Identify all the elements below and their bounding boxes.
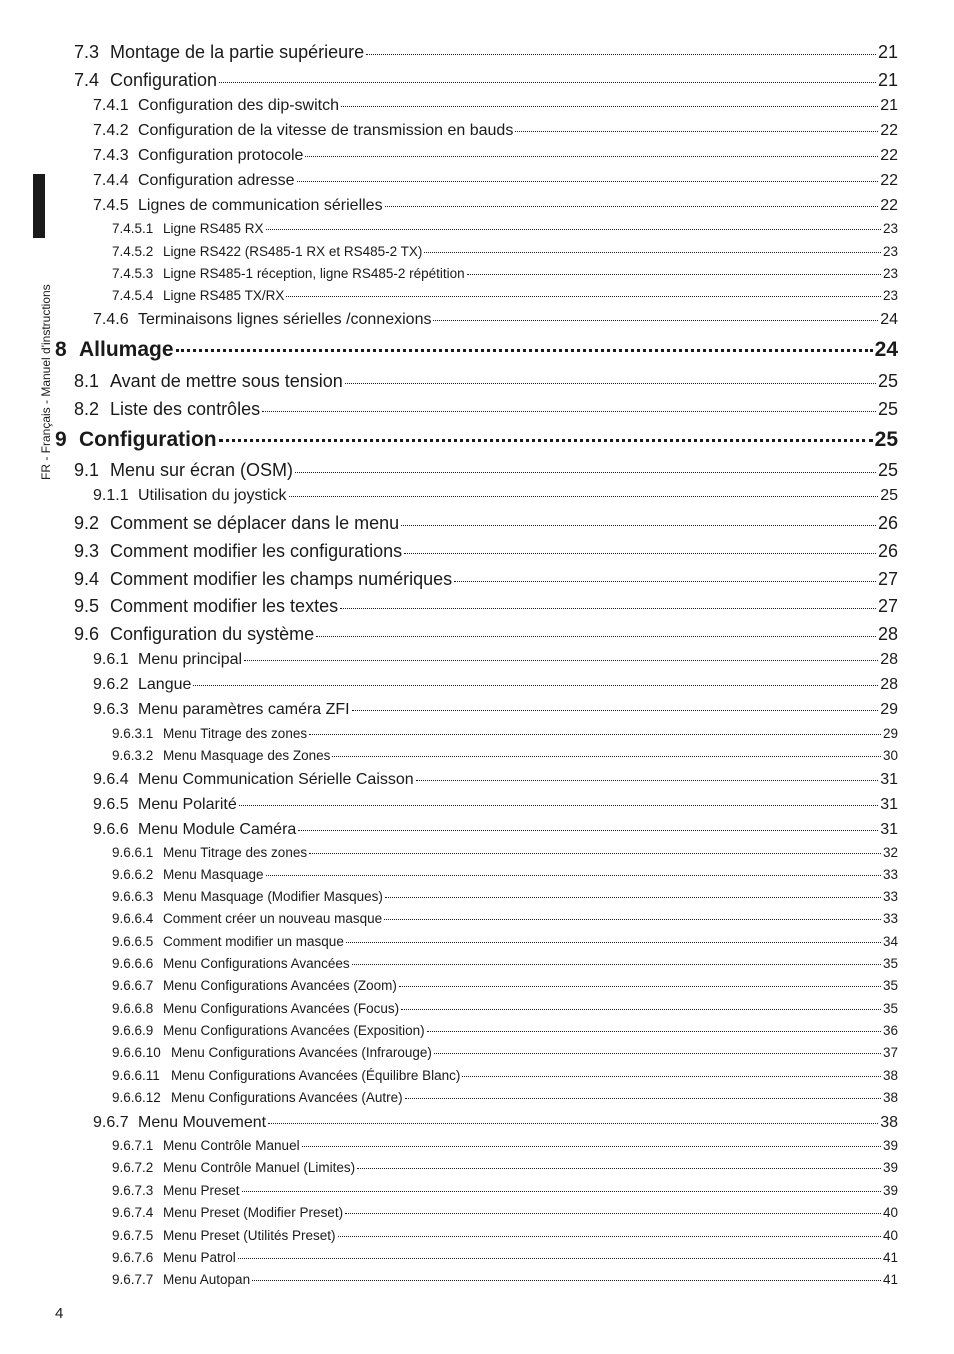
toc-entry-number: 9.6	[74, 624, 100, 644]
toc-entry-title: Menu Patrol	[163, 1250, 236, 1265]
toc-entry-number: 9.6.6.3	[112, 889, 154, 904]
toc-entry[interactable]	[55, 338, 898, 362]
toc-entry-page: 25	[874, 428, 898, 451]
toc-entry-title: Menu Autopan	[163, 1272, 251, 1287]
toc-dot-leader	[399, 986, 881, 987]
toc-entry-number: 9.1.1	[93, 487, 129, 504]
toc-entry-title: Menu Communication Sérielle Caisson	[138, 771, 414, 788]
toc-entry-title: Menu Configurations Avancées (Focus)	[163, 1001, 400, 1016]
toc-entry-title: Configuration du système	[110, 624, 315, 644]
toc-entry-number: 9.6.6.11	[112, 1068, 160, 1083]
toc-dot-leader	[309, 734, 881, 735]
toc-entry-page: 31	[880, 771, 898, 788]
toc-dot-leader	[384, 919, 881, 920]
toc-dot-leader	[416, 780, 879, 781]
toc-entry-title: Menu Preset	[163, 1183, 240, 1198]
toc-entry[interactable]	[93, 197, 898, 215]
toc-entry-title: Configuration	[110, 70, 218, 90]
toc-entry-number: 9.6.6.9	[112, 1023, 154, 1038]
toc-entry-page: 33	[882, 911, 898, 926]
toc-entry-number: 7.4.6	[93, 311, 129, 328]
toc-dot-leader	[193, 685, 878, 686]
toc-entry-title: Menu Configurations Avancées (Exposition)	[163, 1023, 425, 1038]
toc-dot-leader	[467, 274, 881, 275]
toc-dot-leader	[515, 131, 878, 132]
toc-entry-page: 31	[880, 821, 898, 838]
toc-entry-number: 7.3	[74, 42, 100, 62]
toc-entry[interactable]	[93, 676, 898, 694]
toc-entry-page: 25	[880, 487, 898, 504]
toc-dot-leader	[262, 411, 876, 412]
toc-entry-page: 25	[877, 399, 898, 419]
toc-entry-title: Menu Masquage	[163, 867, 264, 882]
toc-entry-number: 8.1	[74, 371, 100, 391]
toc-entry-page: 23	[882, 244, 898, 259]
toc-entry-title: Menu Contrôle Manuel (Limites)	[163, 1160, 356, 1175]
toc-entry-page: 21	[880, 97, 898, 114]
toc-entry-number: 9.6.6.12	[112, 1090, 161, 1105]
toc-entry-page: 38	[882, 1068, 898, 1083]
toc-entry[interactable]	[112, 934, 898, 949]
toc-entry-number: 9.6.7.6	[112, 1250, 154, 1265]
toc-entry-title: Menu Configurations Avancées (Équilibre Blanc)	[171, 1068, 461, 1083]
toc-entry-page: 23	[882, 266, 898, 281]
toc-dot-leader	[297, 181, 879, 182]
toc-entry[interactable]	[112, 1160, 898, 1175]
toc-entry[interactable]	[112, 867, 898, 882]
toc-dot-leader	[341, 106, 878, 107]
side-label: FR - Français - Manuel d'instructions	[39, 284, 53, 480]
toc-entry[interactable]	[93, 172, 898, 190]
toc-entry-number: 7.4.3	[93, 147, 129, 164]
toc-dot-leader	[238, 1258, 881, 1259]
toc-entry-page: 24	[874, 338, 898, 361]
toc-dot-leader	[298, 830, 878, 831]
toc-entry-page: 40	[882, 1205, 898, 1220]
toc-dot-leader	[239, 805, 878, 806]
toc-entry-number: 9.6.6.4	[112, 911, 154, 926]
toc-entry-number: 9.6.7.4	[112, 1205, 154, 1220]
toc-entry-page: 38	[882, 1090, 898, 1105]
toc-entry[interactable]	[74, 541, 898, 562]
toc-entry[interactable]	[112, 1272, 898, 1287]
toc-entry-number: 9.4	[74, 569, 100, 589]
toc-dot-leader	[252, 1280, 881, 1281]
page-number: 4	[55, 1305, 64, 1322]
toc-entry-page: 40	[882, 1228, 898, 1243]
toc-dot-leader	[345, 383, 876, 384]
toc-entry-number: 8	[55, 338, 67, 361]
toc-entry-number: 9.2	[74, 513, 100, 533]
toc-entry-page: 33	[882, 889, 898, 904]
toc-dot-leader	[345, 1213, 881, 1214]
toc-entry-title: Configuration de la vitesse de transmission en bauds	[138, 122, 514, 139]
toc-entry[interactable]	[93, 651, 898, 669]
toc-entry-page: 41	[882, 1250, 898, 1265]
toc-entry-number: 7.4.5.3	[112, 266, 154, 281]
toc-entry-title: Lignes de communication sérielles	[138, 197, 383, 214]
toc-entry-page: 39	[882, 1138, 898, 1153]
toc-dot-leader	[295, 472, 876, 473]
toc-entry-number: 9.6.7.1	[112, 1138, 154, 1153]
toc-dot-leader	[357, 1168, 881, 1169]
toc-entry[interactable]	[74, 70, 898, 91]
toc-entry[interactable]	[93, 796, 898, 814]
toc-dot-leader	[302, 1146, 881, 1147]
toc-dot-leader	[352, 964, 881, 965]
toc-entry[interactable]	[112, 889, 898, 904]
toc-entry-number: 7.4.5	[93, 197, 129, 214]
toc-entry-title: Menu Titrage des zones	[163, 845, 308, 860]
toc-entry-number: 9.3	[74, 541, 100, 561]
toc-dot-leader	[176, 349, 873, 352]
toc-entry[interactable]	[93, 771, 898, 789]
toc-entry[interactable]	[93, 821, 898, 839]
toc-entry[interactable]	[74, 513, 898, 534]
toc-entry-page: 30	[882, 748, 898, 763]
toc-entry[interactable]	[93, 487, 898, 505]
toc-entry[interactable]	[112, 748, 898, 763]
toc-entry-title: Comment se déplacer dans le menu	[110, 513, 400, 533]
toc-entry-title: Menu Configurations Avancées	[163, 956, 350, 971]
toc-entry-title: Langue	[138, 676, 192, 693]
toc-entry[interactable]	[112, 1023, 898, 1038]
toc-entry[interactable]	[112, 221, 898, 236]
toc-dot-leader	[427, 1031, 881, 1032]
toc-entry-number: 9.6.3.1	[112, 726, 154, 741]
toc-entry-number: 9.6.4	[93, 771, 129, 788]
toc-entry-title: Comment modifier les champs numériques	[110, 569, 453, 589]
toc-entry-page: 35	[882, 978, 898, 993]
toc-entry[interactable]	[93, 97, 898, 115]
toc-entry[interactable]	[93, 1114, 898, 1132]
toc-entry-title: Menu Configurations Avancées (Zoom)	[163, 978, 397, 993]
toc-dot-leader	[401, 525, 876, 526]
toc-entry[interactable]	[112, 244, 898, 259]
toc-dot-leader	[242, 1191, 881, 1192]
toc-entry-title: Menu principal	[138, 651, 243, 668]
toc-entry-title: Avant de mettre sous tension	[110, 371, 343, 391]
toc-entry-page: 21	[877, 70, 898, 90]
toc-dot-leader	[462, 1076, 881, 1077]
toc-entry-page: 27	[877, 596, 898, 616]
toc-entry-number: 9.6.7.2	[112, 1160, 154, 1175]
toc-entry-title: Terminaisons lignes sérielles /connexions	[138, 311, 432, 328]
toc-entry-page: 25	[877, 460, 898, 480]
toc-dot-leader	[266, 229, 881, 230]
toc-entry-page: 34	[882, 934, 898, 949]
toc-entry-number: 9.6.2	[93, 676, 129, 693]
toc-entry-number: 9.6.6.5	[112, 934, 154, 949]
toc-entry[interactable]	[112, 1205, 898, 1220]
toc-dot-leader	[286, 296, 881, 297]
toc-entry[interactable]	[112, 1183, 898, 1198]
toc-dot-leader	[352, 710, 879, 711]
toc-entry-number: 9.6.6.6	[112, 956, 154, 971]
toc-entry[interactable]	[74, 460, 898, 481]
toc-dot-leader	[332, 756, 881, 757]
toc-entry-title: Menu Contrôle Manuel	[163, 1138, 300, 1153]
toc-entry-title: Menu Preset (Modifier Preset)	[163, 1205, 344, 1220]
toc-entry-page: 27	[877, 569, 898, 589]
toc-entry[interactable]	[74, 371, 898, 392]
toc-entry-page: 41	[882, 1272, 898, 1287]
toc-entry-page: 26	[877, 513, 898, 533]
toc-dot-leader	[316, 636, 876, 637]
toc-entry-number: 9.6.5	[93, 796, 129, 813]
toc-entry-page: 33	[882, 867, 898, 882]
toc-entry-title: Montage de la partie supérieure	[110, 42, 365, 62]
toc-dot-leader	[366, 54, 876, 55]
toc-entry-number: 9.6.6.1	[112, 845, 154, 860]
toc-dot-leader	[401, 1009, 881, 1010]
toc-dot-leader	[433, 320, 878, 321]
toc-dot-leader	[219, 439, 873, 442]
toc-entry-title: Comment modifier les configurations	[110, 541, 403, 561]
toc-dot-leader	[305, 156, 878, 157]
toc-entry-number: 9.6.6.2	[112, 867, 154, 882]
toc-dot-leader	[289, 496, 879, 497]
toc-entry[interactable]	[112, 1228, 898, 1243]
toc-entry-number: 7.4.1	[93, 97, 129, 114]
toc-entry-title: Menu paramètres caméra ZFI	[138, 701, 350, 718]
toc-entry-title: Ligne RS422 (RS485-1 RX et RS485-2 TX)	[163, 244, 423, 259]
toc-entry-number: 9.6.6	[93, 821, 129, 838]
toc-entry[interactable]	[112, 266, 898, 281]
toc-entry-page: 21	[877, 42, 898, 62]
toc-entry-number: 7.4	[74, 70, 100, 90]
toc-entry-number: 9.6.3	[93, 701, 129, 718]
side-tab-marker	[33, 174, 45, 238]
toc-entry-page: 22	[880, 147, 898, 164]
toc-entry-page: 32	[882, 845, 898, 860]
toc-entry[interactable]	[55, 428, 898, 452]
toc-dot-leader	[434, 1053, 881, 1054]
toc-entry-page: 38	[880, 1114, 898, 1131]
toc-entry-title: Ligne RS485-1 réception, ligne RS485-2 répétition	[163, 266, 465, 281]
toc-entry-title: Menu Masquage (Modifier Masques)	[163, 889, 383, 904]
toc-dot-leader	[338, 1236, 881, 1237]
toc-entry[interactable]	[112, 1068, 898, 1083]
toc-dot-leader	[454, 581, 876, 582]
toc-entry-page: 22	[880, 172, 898, 189]
toc-entry-number: 9.6.6.7	[112, 978, 154, 993]
toc-entry-page: 22	[880, 197, 898, 214]
toc-entry[interactable]	[93, 311, 898, 329]
toc-entry-title: Menu sur écran (OSM)	[110, 460, 294, 480]
toc-entry-title: Ligne RS485 TX/RX	[163, 288, 285, 303]
toc-entry-number: 7.4.5.2	[112, 244, 154, 259]
toc-entry-title: Allumage	[79, 338, 174, 361]
toc-entry-title: Menu Configurations Avancées (Infrarouge)	[171, 1045, 432, 1060]
toc-entry-title: Ligne RS485 RX	[163, 221, 264, 236]
toc-dot-leader	[266, 875, 881, 876]
toc-entry-page: 35	[882, 1001, 898, 1016]
toc-entry-number: 7.4.5.1	[112, 221, 154, 236]
toc-entry-number: 7.4.5.4	[112, 288, 154, 303]
toc-entry-page: 28	[880, 676, 898, 693]
toc-entry-number: 9.6.7.5	[112, 1228, 154, 1243]
toc-entry[interactable]	[112, 911, 898, 926]
toc-entry[interactable]	[112, 1045, 898, 1060]
toc-dot-leader	[340, 608, 876, 609]
toc-entry-page: 37	[882, 1045, 898, 1060]
toc-entry-title: Comment créer un nouveau masque	[163, 911, 383, 926]
toc-entry-page: 25	[877, 371, 898, 391]
toc-entry[interactable]	[74, 569, 898, 590]
toc-dot-leader	[424, 252, 881, 253]
toc-entry-number: 9.6.6.8	[112, 1001, 154, 1016]
toc-entry-number: 9	[55, 428, 67, 451]
toc-entry-page: 24	[880, 311, 898, 328]
toc-entry-title: Menu Polarité	[138, 796, 237, 813]
toc-entry[interactable]	[74, 399, 898, 420]
toc-entry-page: 28	[880, 651, 898, 668]
toc-entry-page: 28	[877, 624, 898, 644]
toc-dot-leader	[405, 1098, 881, 1099]
toc-entry-number: 9.6.1	[93, 651, 129, 668]
toc-entry-title: Utilisation du joystick	[138, 487, 287, 504]
toc-entry-title: Configuration des dip-switch	[138, 97, 339, 114]
toc-dot-leader	[244, 660, 878, 661]
toc-entry[interactable]	[112, 956, 898, 971]
toc-entry-title: Comment modifier les textes	[110, 596, 339, 616]
toc-entry[interactable]	[74, 42, 898, 63]
toc-entry-page: 39	[882, 1160, 898, 1175]
toc-entry[interactable]	[112, 1001, 898, 1016]
toc-dot-leader	[219, 82, 876, 83]
toc-entry-number: 7.4.2	[93, 122, 129, 139]
toc-entry[interactable]	[93, 147, 898, 165]
toc-entry-page: 22	[880, 122, 898, 139]
toc-entry-number: 9.6.6.10	[112, 1045, 161, 1060]
toc-entry-title: Menu Titrage des zones	[163, 726, 308, 741]
toc-dot-leader	[385, 897, 881, 898]
toc-entry-title: Liste des contrôles	[110, 399, 261, 419]
toc-entry[interactable]	[93, 122, 898, 140]
toc-entry[interactable]	[112, 288, 898, 303]
toc-entry[interactable]	[74, 596, 898, 617]
toc-entry-title: Menu Configurations Avancées (Autre)	[171, 1090, 403, 1105]
toc-entry-title: Menu Module Caméra	[138, 821, 297, 838]
toc-entry-page: 39	[882, 1183, 898, 1198]
toc-entry[interactable]	[112, 1138, 898, 1153]
toc-entry-title: Configuration adresse	[138, 172, 295, 189]
toc-entry-number: 9.6.3.2	[112, 748, 154, 763]
toc-entry-page: 26	[877, 541, 898, 561]
toc-entry-number: 9.6.7.3	[112, 1183, 154, 1198]
toc-entry-title: Menu Preset (Utilités Preset)	[163, 1228, 336, 1243]
toc-entry-title: Menu Mouvement	[138, 1114, 267, 1131]
toc-entry-page: 31	[880, 796, 898, 813]
toc-dot-leader	[309, 853, 881, 854]
toc-entry-number: 8.2	[74, 399, 100, 419]
toc-entry-title: Configuration protocole	[138, 147, 304, 164]
toc-entry-title: Comment modifier un masque	[163, 934, 344, 949]
toc-entry[interactable]	[93, 701, 898, 719]
toc-entry-number: 9.6.7.7	[112, 1272, 154, 1287]
toc-dot-leader	[385, 206, 879, 207]
toc-dot-leader	[346, 942, 881, 943]
toc-entry-page: 29	[880, 701, 898, 718]
toc-entry-number: 9.6.7	[93, 1114, 129, 1131]
toc-entry[interactable]	[112, 726, 898, 741]
toc-entry-number: 7.4.4	[93, 172, 129, 189]
toc-entry[interactable]	[112, 978, 898, 993]
toc-entry-title: Menu Masquage des Zones	[163, 748, 331, 763]
toc-entry-page: 23	[882, 288, 898, 303]
toc-entry-page: 29	[882, 726, 898, 741]
toc-entry-number: 9.5	[74, 596, 100, 616]
toc-entry[interactable]	[74, 624, 898, 645]
toc-entry-title: Configuration	[79, 428, 217, 451]
toc-entry[interactable]	[112, 1090, 898, 1105]
toc-entry-page: 36	[882, 1023, 898, 1038]
toc-dot-leader	[268, 1123, 878, 1124]
toc-entry[interactable]	[112, 1250, 898, 1265]
toc-dot-leader	[404, 553, 876, 554]
toc-entry[interactable]	[112, 845, 898, 860]
toc-entry-page: 35	[882, 956, 898, 971]
toc-entry-page: 23	[882, 221, 898, 236]
toc-entry-number: 9.1	[74, 460, 100, 480]
